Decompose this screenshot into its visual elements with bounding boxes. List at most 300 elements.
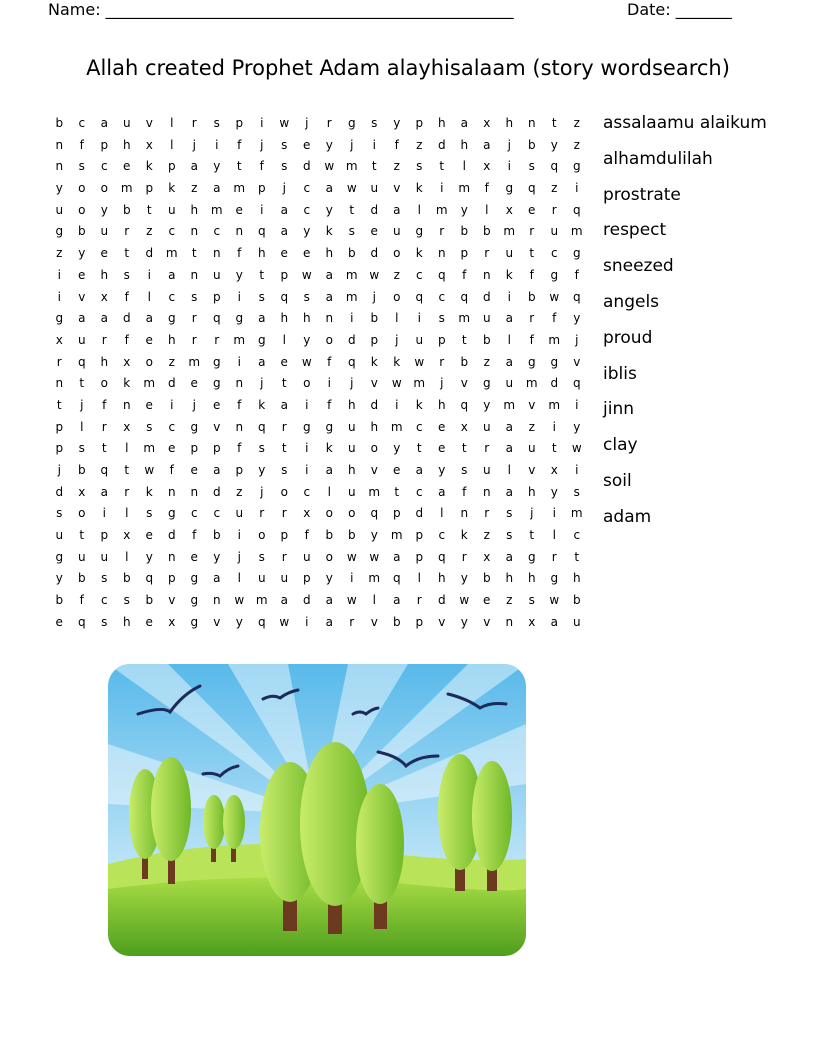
grid-letter: u	[55, 528, 64, 543]
grid-letter: x	[550, 463, 558, 477]
grid-letter: f	[394, 137, 399, 152]
grid-letter: n	[482, 484, 491, 499]
grid-letter: a	[213, 463, 221, 477]
grid-letter: i	[305, 397, 309, 412]
grid-letter: v	[168, 593, 176, 608]
grid-letter: v	[145, 116, 153, 130]
grid-letter: w	[234, 593, 245, 608]
grid-letter: m	[255, 593, 268, 608]
grid-letter: b	[347, 246, 356, 261]
grid-letter: m	[525, 376, 538, 391]
grid-letter: f	[304, 528, 309, 543]
grid-letter: t	[146, 202, 152, 217]
grid-letter: h	[347, 463, 356, 477]
grid-letter: x	[55, 332, 63, 347]
grid-letter: a	[258, 354, 266, 369]
grid-letter: s	[461, 463, 468, 477]
grid-letter: q	[77, 614, 86, 629]
grid-letter: w	[549, 289, 560, 304]
grid-letter: p	[212, 441, 221, 456]
grid-letter: c	[438, 289, 446, 304]
grid-letter: u	[100, 549, 109, 564]
grid-letter: p	[55, 419, 64, 434]
grid-letter: a	[100, 484, 108, 499]
grid-letter: a	[280, 593, 288, 608]
grid-letter: c	[78, 116, 86, 130]
grid-letter: n	[55, 376, 64, 391]
grid-letter: d	[145, 246, 154, 261]
grid-letter: m	[210, 202, 223, 217]
grid-letter: g	[257, 332, 266, 347]
grid-letter: n	[122, 397, 131, 412]
grid-letter: s	[101, 571, 108, 586]
grid-letter: s	[281, 159, 288, 174]
grid-letter: y	[258, 463, 266, 477]
grid-letter: p	[437, 332, 446, 347]
grid-letter: w	[391, 376, 402, 391]
word-list-item: respect	[603, 220, 667, 241]
grid-letter: j	[80, 397, 84, 412]
grid-letter: n	[505, 614, 514, 629]
grid-letter: d	[302, 159, 311, 174]
grid-letter: i	[372, 137, 376, 152]
grid-letter: y	[483, 397, 491, 412]
grid-letter: l	[80, 419, 84, 434]
grid-letter: a	[505, 354, 513, 369]
grid-letter: l	[507, 332, 511, 347]
grid-letter: u	[302, 549, 311, 564]
grid-letter: l	[440, 506, 444, 521]
grid-letter: l	[125, 549, 129, 564]
grid-letter: a	[190, 159, 198, 174]
grid-letter: y	[303, 224, 311, 239]
grid-letter: n	[212, 593, 221, 608]
grid-letter: o	[78, 181, 86, 196]
grid-letter: g	[572, 246, 581, 261]
grid-letter: l	[237, 571, 241, 586]
grid-letter: m	[503, 224, 516, 239]
grid-letter: m	[345, 267, 358, 282]
grid-letter: o	[325, 506, 333, 521]
grid-letter: c	[303, 484, 311, 499]
grid-letter: z	[191, 181, 198, 196]
grid-letter: j	[282, 181, 286, 196]
grid-letter: u	[550, 224, 559, 239]
grid-letter: j	[440, 376, 444, 391]
grid-letter: a	[280, 397, 288, 412]
grid-letter: i	[237, 289, 241, 304]
grid-letter: q	[347, 354, 356, 369]
grid-letter: f	[102, 397, 107, 412]
grid-letter: w	[414, 354, 425, 369]
grid-letter: q	[212, 311, 221, 326]
grid-letter: x	[528, 614, 536, 629]
grid-letter: y	[325, 137, 333, 152]
grid-letter: m	[390, 419, 403, 434]
grid-letter: b	[325, 528, 334, 543]
grid-letter: r	[551, 549, 557, 564]
grid-letter: t	[101, 441, 107, 456]
grid-letter: y	[573, 311, 581, 326]
grid-letter: l	[552, 528, 556, 543]
grid-letter: f	[462, 267, 467, 282]
grid-letter: e	[438, 441, 446, 456]
grid-letter: b	[77, 463, 86, 477]
grid-letter: f	[552, 311, 557, 326]
grid-letter: w	[301, 267, 312, 282]
grid-letter: c	[100, 593, 108, 608]
grid-letter: f	[79, 137, 84, 152]
grid-letter: p	[55, 441, 64, 456]
grid-letter: i	[507, 289, 511, 304]
grid-letter: l	[417, 571, 421, 586]
grid-letter: x	[123, 354, 131, 369]
grid-letter: y	[460, 571, 468, 586]
grid-letter: l	[395, 311, 399, 326]
grid-letter: v	[370, 614, 378, 629]
trees-landscape-icon	[108, 664, 526, 956]
grid-letter: a	[213, 181, 221, 196]
grid-letter: q	[145, 571, 154, 586]
grid-letter: y	[235, 614, 243, 629]
grid-letter: p	[415, 614, 424, 629]
grid-letter: q	[437, 267, 446, 282]
grid-letter: e	[168, 441, 176, 456]
grid-letter: s	[146, 419, 153, 434]
grid-letter: n	[437, 246, 446, 261]
grid-letter: g	[190, 593, 199, 608]
grid-letter: t	[56, 397, 62, 412]
grid-letter: l	[170, 116, 174, 130]
grid-letter: h	[460, 137, 469, 152]
grid-letter: r	[191, 311, 197, 326]
grid-letter: u	[212, 267, 221, 282]
grid-letter: q	[370, 506, 379, 521]
grid-letter: o	[78, 202, 86, 217]
grid-letter: y	[325, 571, 333, 586]
grid-letter: h	[572, 571, 581, 586]
grid-letter: d	[437, 137, 446, 152]
grid-letter: c	[213, 224, 221, 239]
grid-letter: n	[167, 549, 176, 564]
grid-letter: a	[280, 202, 288, 217]
word-list-item: jinn	[603, 399, 634, 420]
grid-letter: p	[370, 332, 379, 347]
grid-letter: a	[325, 181, 333, 196]
grid-letter: p	[415, 549, 424, 564]
grid-letter: p	[167, 571, 176, 586]
grid-letter: q	[280, 289, 289, 304]
grid-letter: a	[280, 224, 288, 239]
grid-letter: t	[281, 441, 287, 456]
grid-letter: y	[145, 549, 153, 564]
grid-letter: d	[167, 528, 176, 543]
grid-letter: g	[190, 614, 199, 629]
grid-letter: m	[345, 289, 358, 304]
grid-letter: i	[170, 397, 174, 412]
grid-letter: u	[55, 202, 64, 217]
grid-letter: y	[370, 528, 378, 543]
grid-letter: g	[55, 224, 64, 239]
grid-letter: g	[55, 311, 64, 326]
grid-letter: e	[55, 614, 63, 629]
grid-letter: m	[345, 159, 358, 174]
grid-letter: s	[56, 506, 63, 521]
grid-letter: g	[415, 224, 424, 239]
grid-letter: k	[123, 376, 131, 391]
grid-letter: m	[435, 202, 448, 217]
grid-letter: s	[258, 549, 265, 564]
grid-letter: a	[393, 593, 401, 608]
grid-letter: d	[55, 484, 64, 499]
grid-letter: h	[257, 246, 266, 261]
grid-letter: n	[190, 267, 199, 282]
grid-letter: a	[460, 116, 468, 130]
grid-letter: a	[550, 614, 558, 629]
grid-letter: g	[347, 116, 356, 130]
grid-letter: r	[259, 506, 265, 521]
grid-letter: a	[325, 463, 333, 477]
grid-letter: m	[458, 181, 471, 196]
grid-letter: e	[190, 463, 198, 477]
grid-letter: h	[325, 246, 334, 261]
grid-letter: w	[279, 614, 290, 629]
grid-letter: k	[325, 224, 333, 239]
grid-letter: u	[572, 614, 581, 629]
grid-letter: o	[100, 376, 108, 391]
grid-letter: d	[370, 397, 379, 412]
grid-letter: b	[122, 571, 131, 586]
grid-letter: t	[551, 441, 557, 456]
grid-letter: w	[549, 593, 560, 608]
name-field: Name: ___________________________________________________	[48, 0, 514, 19]
grid-letter: j	[260, 137, 264, 152]
grid-letter: a	[168, 267, 176, 282]
grid-letter: g	[167, 506, 176, 521]
grid-letter: c	[303, 202, 311, 217]
grid-letter: y	[55, 571, 63, 586]
grid-letter: h	[527, 571, 536, 586]
grid-letter: h	[505, 571, 514, 586]
grid-letter: v	[213, 419, 221, 434]
word-list-item: iblis	[603, 363, 637, 384]
grid-letter: e	[303, 246, 311, 261]
grid-letter: b	[392, 614, 401, 629]
grid-letter: e	[145, 614, 153, 629]
grid-letter: s	[506, 506, 513, 521]
grid-letter: t	[259, 267, 265, 282]
grid-letter: i	[260, 202, 264, 217]
grid-letter: u	[347, 441, 356, 456]
grid-letter: q	[392, 571, 401, 586]
grid-letter: u	[77, 332, 86, 347]
grid-letter: h	[122, 137, 131, 152]
grid-letter: a	[505, 311, 513, 326]
grid-letter: b	[212, 528, 221, 543]
word-list-item: angels	[603, 291, 660, 312]
grid-letter: i	[260, 116, 264, 130]
grid-letter: s	[258, 441, 265, 456]
grid-letter: y	[460, 202, 468, 217]
grid-letter: a	[100, 311, 108, 326]
grid-letter: b	[145, 593, 154, 608]
grid-letter: f	[124, 332, 129, 347]
grid-letter: j	[530, 506, 534, 521]
grid-letter: i	[237, 354, 241, 369]
grid-letter: n	[460, 506, 469, 521]
grid-letter: n	[235, 224, 244, 239]
grid-letter: x	[483, 116, 491, 130]
grid-letter: w	[346, 181, 357, 196]
grid-letter: v	[483, 614, 491, 629]
grid-letter: e	[100, 246, 108, 261]
grid-letter: d	[550, 376, 559, 391]
grid-letter: i	[305, 614, 309, 629]
grid-letter: l	[125, 506, 129, 521]
grid-letter: u	[77, 549, 86, 564]
grid-letter: v	[213, 614, 221, 629]
grid-letter: o	[78, 506, 86, 521]
grid-letter: a	[505, 484, 513, 499]
grid-letter: o	[145, 354, 153, 369]
grid-letter: d	[415, 506, 424, 521]
grid-letter: a	[438, 484, 446, 499]
grid-letter: b	[527, 137, 536, 152]
grid-letter: p	[302, 571, 311, 586]
grid-letter: y	[213, 549, 221, 564]
grid-letter: z	[506, 593, 513, 608]
grid-letter: m	[233, 181, 246, 196]
grid-letter: q	[527, 181, 536, 196]
grid-letter: t	[281, 376, 287, 391]
date-field: Date: _______	[627, 0, 732, 19]
grid-letter: l	[507, 463, 511, 477]
word-list-item: sneezed	[603, 256, 674, 277]
grid-letter: k	[415, 397, 423, 412]
grid-letter: a	[258, 311, 266, 326]
grid-letter: u	[415, 332, 424, 347]
grid-letter: g	[482, 376, 491, 391]
grid-letter: o	[393, 246, 401, 261]
grid-letter: s	[281, 137, 288, 152]
grid-letter: c	[415, 484, 423, 499]
grid-letter: b	[460, 354, 469, 369]
grid-letter: t	[461, 332, 467, 347]
grid-letter: f	[327, 354, 332, 369]
grid-letter: g	[212, 354, 221, 369]
grid-letter: w	[346, 549, 357, 564]
grid-letter: r	[461, 549, 467, 564]
grid-letter: i	[327, 376, 331, 391]
grid-letter: u	[482, 311, 491, 326]
grid-letter: e	[190, 549, 198, 564]
grid-letter: n	[212, 246, 221, 261]
grid-letter: e	[145, 397, 153, 412]
grid-letter: i	[102, 506, 106, 521]
grid-letter: w	[324, 159, 335, 174]
grid-letter: w	[571, 441, 582, 456]
grid-letter: r	[101, 419, 107, 434]
grid-letter: y	[325, 202, 333, 217]
grid-letter: l	[327, 484, 331, 499]
grid-letter: u	[392, 224, 401, 239]
grid-letter: k	[168, 181, 176, 196]
grid-letter: f	[169, 463, 174, 477]
grid-letter: b	[370, 311, 379, 326]
grid-letter: g	[167, 311, 176, 326]
grid-letter: e	[190, 376, 198, 391]
grid-letter: x	[123, 419, 131, 434]
grid-letter: x	[100, 289, 108, 304]
grid-letter: m	[143, 441, 156, 456]
grid-letter: i	[507, 159, 511, 174]
grid-letter: l	[462, 159, 466, 174]
grid-letter: u	[235, 506, 244, 521]
grid-letter: e	[528, 202, 536, 217]
grid-letter: s	[78, 441, 85, 456]
grid-letter: z	[146, 224, 153, 239]
grid-letter: x	[303, 506, 311, 521]
grid-letter: t	[236, 159, 242, 174]
grid-letter: p	[235, 463, 244, 477]
grid-letter: q	[415, 289, 424, 304]
grid-letter: j	[575, 332, 579, 347]
grid-letter: x	[505, 202, 513, 217]
grid-letter: c	[573, 528, 581, 543]
grid-letter: v	[528, 463, 536, 477]
grid-letter: n	[527, 116, 536, 130]
grid-letter: l	[417, 202, 421, 217]
grid-letter: i	[147, 267, 151, 282]
grid-letter: k	[325, 441, 333, 456]
grid-letter: s	[213, 116, 220, 130]
grid-letter: o	[325, 332, 333, 347]
grid-letter: z	[528, 419, 535, 434]
grid-letter: p	[167, 159, 176, 174]
grid-letter: c	[168, 419, 176, 434]
grid-letter: g	[505, 181, 514, 196]
grid-letter: p	[460, 246, 469, 261]
grid-letter: r	[124, 484, 130, 499]
grid-letter: h	[370, 419, 379, 434]
grid-letter: b	[77, 571, 86, 586]
grid-letter: h	[302, 311, 311, 326]
grid-letter: r	[281, 549, 287, 564]
grid-letter: p	[100, 137, 109, 152]
grid-letter: t	[124, 463, 130, 477]
grid-letter: q	[572, 376, 581, 391]
grid-letter: h	[167, 332, 176, 347]
grid-letter: q	[572, 202, 581, 217]
grid-letter: m	[368, 484, 381, 499]
grid-letter: y	[78, 246, 86, 261]
grid-letter: s	[506, 528, 513, 543]
grid-letter: h	[505, 116, 514, 130]
grid-letter: p	[280, 528, 289, 543]
grid-letter: o	[325, 549, 333, 564]
grid-letter: s	[123, 267, 130, 282]
grid-letter: c	[213, 506, 221, 521]
grid-letter: d	[167, 376, 176, 391]
grid-letter: o	[370, 441, 378, 456]
grid-letter: i	[237, 528, 241, 543]
grid-letter: f	[529, 332, 534, 347]
grid-letter: i	[575, 463, 579, 477]
grid-letter: e	[145, 528, 153, 543]
grid-letter: a	[325, 289, 333, 304]
grid-letter: n	[325, 311, 334, 326]
grid-letter: b	[347, 528, 356, 543]
